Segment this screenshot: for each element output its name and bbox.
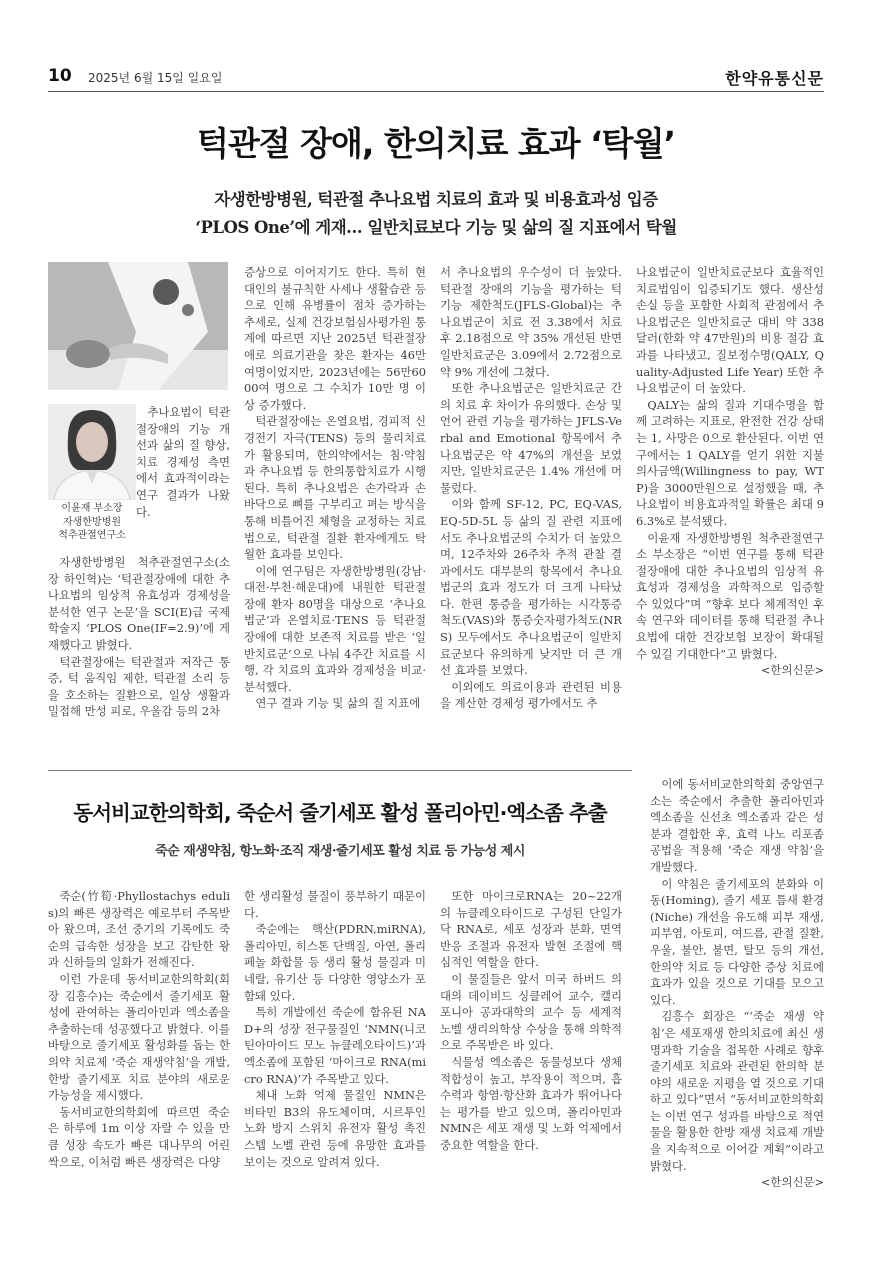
article2-column4 (650, 776, 824, 1204)
portrait-caption (48, 502, 136, 543)
page-header (48, 62, 824, 92)
paragraph: 이에 연구팀은 자생한방병원(강남·대전·부천·해운대)에 내원한 턱관절장애 환자 80명을 대상으로 ‘추나요법군’과 온열치료·TENS 등 턱관절 장애에 대한 보존적 치료를 받은 ‘일반치료군’으로 나눠 4주간 치료를 시행, 각 치료의 효과와 경제성을 비교·분석했다. (244, 563, 426, 694)
article1-column1-top (136, 404, 230, 554)
article1-column1-bottom (48, 554, 230, 750)
article1-credit: <한의신문> (760, 663, 824, 678)
article2-column2 (244, 888, 426, 1204)
article1-column4 (636, 264, 824, 750)
article-divider (48, 770, 632, 771)
paragraph: 증상으로 이어지기도 한다. 특히 현대인의 불규칙한 사세나 생활습관 등으로 인해 유병률이 점차 증가하는 추세로, 실제 건강보험심사평가원 통계에 따르면 지난 2025년 턱관절장애로 의료기관을 찾은 환자는 46만 여명이었지만, 2023년에는 56만6000여 명으로 그 수치가 10만 명 이상 증가했다. (244, 265, 426, 412)
article2-credit: <한의신문> (760, 1175, 824, 1190)
paragraph: 이 물질들은 앞서 미국 하버드 의대의 데이비드 싱클레어 교수, 캘리포니아 공과대학의 교수 등 세계적 노벨 생리의학상 수상을 통해 의학적으로 주목받은 바 있다. (440, 971, 622, 1053)
article1-column2 (244, 264, 426, 750)
paragraph: 김흥수 회장은 “‘죽순 재생 약침’은 세포재생 한의치료에 최신 생명과학 기술을 접목한 사례로 향후 줄기세포 치료와 관련된 한의학 분야의 새로운 지평을 열 것으로 기대하고 있다”면서 “동서비교한의학회는 이번 연구 성과를 바탕으로 적연물을 활용한 한방 재생 치료제 개발을 지속적으로 이어갈 계획”이라고 밝혔다. (650, 1009, 824, 1173)
paragraph: 나요법군이 일반치료군보다 효율적인 치료법임이 입증되기도 했다. 생산성 손실 등을 포함한 사회적 관점에서 추나요법군은 일반치료군 대비 약 338달러(한화 약 47만원)의 비용 절감 효과를 나타냈고, 질보정수명(QALY, Quality-Adjusted Life Year) 또한 추나요법군이 더 높았다. (636, 265, 824, 396)
page-number: 10 (48, 66, 72, 86)
treatment-photo (48, 262, 228, 390)
paragraph: 식물성 엑소좀은 동물성보다 생체적합성이 높고, 부작용이 적으며, 흡수력과 항염·항산화 효과가 뛰어나다는 평가를 받고 있으며, 폴리아민과 NMN은 세포 재생 및 노화 억제에서 중요한 역할을 한다. (440, 1054, 622, 1152)
paragraph: 이외에도 의료이용과 관련된 비용을 계산한 경제성 평가에서도 추 (440, 679, 622, 711)
paragraph: 이윤재 자생한방병원 척추관절연구소 부소장은 “이번 연구를 통해 턱관절장애에 대한 추나요법의 임상적 유효성과 경제성을 과학적으로 입증할 수 있었다”며 “향후 보다 체계적인 후속 연구와 데이터를 통해 턱관절 추나요법에 대한 건강보험 보장이 확대될 수 있길 기대한다”고 밝혔다. (636, 530, 824, 661)
article2-subtitle: 죽순 재생약침, 항노화·조직 재생·줄기세포 활성 치료 등 가능성 제시 (155, 844, 525, 859)
caption-name: 이윤재 부소장 (61, 503, 123, 514)
paragraph: 죽순(竹筍·Phyllostachys edulis)의 빠른 생장력은 예로부터 주목받아 왔으며, 조선 중기의 기록에도 죽순의 급속한 성장을 보고 감탄한 왕과 신하들의 일화가 전해진다. (48, 889, 230, 970)
caption-hospital: 자생한방병원 (63, 516, 121, 528)
article1-column3 (440, 264, 622, 750)
paragraph: 턱관절장애는 온열요법, 경피적 신경전기 자극(TENS) 등의 물리치료가 활용되며, 한의약에서는 침·약침과 추나요법 등 한의통합치료가 시행된다. 특히 추나요법은 손가락과 손바닥으로 뼈를 구부리고 펴는 방식을 통해 비틀어진 체형을 교정하는 치료법으로, 턱관절 질환 환자에게도 탁월한 효과를 보인다. (244, 414, 426, 562)
paragraph: 이에 동서비교한의학회 중앙연구소는 죽순에서 추출한 폴리아민과 엑소좀을 신선초 엑소좀과 같은 성분과 결합한 후, 효력 나노 리포좀 공법을 적용해 ‘죽순 재생 약침’을 개발했다. (650, 777, 824, 874)
article1-subtitle-line2: ‘PLOS One’에 게재… 일반치료보다 기능 및 삶의 질 지표에서 탁월 (195, 218, 677, 237)
researcher-portrait (48, 404, 136, 500)
chuna-treatment-image (48, 262, 228, 390)
paragraph: 서 추나요법의 우수성이 더 높았다. 턱관절 장애의 기능을 평가하는 턱 기능 제한척도(JFLS-Global)는 추나요법군이 치료 전 3.38에서 치료 후 2.18점으로 약 35% 개선된 반면 일반치료군은 3.09에서 2.72점으로 약 9% 개선에 그쳤다. (440, 265, 622, 379)
paragraph: 특히 개발에선 죽순에 함유된 NAD+의 성장 전구물질인 ‘NMN(니코틴아마이드 모노 뉴클레오타이드)’과 엑소좀에 포함된 ‘마이크로 RNA(micro RNA)’가 주목받고 있다. (244, 1005, 426, 1086)
paragraph: 동서비교한의학회에 따르면 죽순은 하루에 1m 이상 자랄 수 있을 만큼 성장 속도가 빠른 대나무의 어린 싹으로, 이처럼 빠른 생장력은 다양 (48, 1104, 230, 1169)
paragraph: 이와 함께 SF-12, PC, EQ-VAS, EQ-5D-5L 등 삶의 질 관련 지표에서도 추나요법군의 수치가 더 높았으며, 12주차와 26주차 추적 관찰 결과에서도 대부분의 항목에서 추나요법군의 효과 정도가 더 크게 나타났다. 한편 통증을 평가하는 시각통증척도(VAS)와 통증숫자평가척도(NRS) 모두에서도 추나요법군이 일반치료군보다 유의하게 낮지만 더 큰 개선 효과를 보였다. (440, 497, 622, 678)
paragraph: 이 약침은 줄기세포의 분화와 이동(Homing), 줄기 세포 틈새 환경(Niche) 개선을 유도해 피부 재생, 피부염, 아토피, 여드름, 관절 질환, 우울, 불안, 불면, 탈모 등의 개선, 한의약 치료 등 다양한 증상 치료에 효과가 있을 것으로 기대를 모으고 있다. (650, 876, 824, 1007)
portrait-image (48, 404, 136, 500)
paragraph: 추나요법이 턱관절장애의 기능 개선과 삶의 질 향상, 치료 경제성 측면에서 효과적이라는 연구 결과가 나왔다. (136, 405, 230, 519)
paragraph: 또한 마이크로RNA는 20~22개의 뉴클레오타이드로 구성된 단일가닥 RNA로, 세포 성장과 분화, 면역 반응 조절과 유전자 발현 조절에 핵심적인 역할을 한다. (440, 889, 622, 970)
article2-title: 동서비교한의학회, 죽순서 줄기세포 활성 폴리아민·엑소좀 추출 (73, 801, 607, 825)
issue-date: 2025년 6월 15일 일요일 (88, 71, 223, 85)
paragraph: 체내 노화 억제 물질인 NMN은 비타민 B3의 유도체이며, 시르투인 노화 방지 스위치 유전자 활성 촉진 스텝 노벨 관련 등에 유망한 효과를 보이는 것으로 알려져 있다. (244, 1088, 426, 1169)
paragraph: 자생한방병원 척추관절연구소(소장 하인혁)는 ‘턱관절장애에 대한 추나요법의 임상적 유효성과 경제성을 분석한 연구 논문’을 SCI(E)급 국제학술지 ‘PLOS One(IF=2.9)’에 게재했다고 밝혔다. (48, 555, 230, 652)
newspaper-masthead: 한약유통신문 (725, 69, 824, 88)
paragraph: 이런 가운데 동서비교한의학회(회장 김흥수)는 죽순에서 줄기세포 활성에 관여하는 폴리아민과 엑소좀을 추출하는데 성공했다고 밝혔다. 이를 바탕으로 줄기세포 활성화를 돕는 한의약 치료제 ‘죽순 재생약침’을 개발, 한방 줄기세포 치료 분야의 새로운 가능성을 제시했다. (48, 971, 230, 1103)
article2-column3 (440, 888, 622, 1204)
caption-institute: 척추관절연구소 (58, 530, 126, 541)
article1-subtitle-line1: 자생한방병원, 턱관절 추나요법 치료의 효과 및 비용효과성 입증 (214, 190, 658, 209)
paragraph: 연구 결과 기능 및 삶의 질 지표에 (255, 696, 421, 711)
paragraph: 죽순에는 핵산(PDRN,miRNA), 폴리아민, 히스톤 단백질, 아연, 폴리페놀 화합물 등 생리 활성 물질과 미네랄, 유기산 등 다양한 영양소가 포함돼 있다. (244, 922, 426, 1003)
paragraph: QALY는 삶의 질과 기대수명을 함께 고려하는 지표로, 완전한 건강 상태는 1, 사망은 0으로 환산된다. 이번 연구에서는 1 QALY를 얻기 위한 지불의사금액(Willingness to pay, WTP)을 3000만원으로 설정했을 때, 추나요법이 비용효과적일 확률은 최대 96.3%로 분석됐다. (636, 397, 824, 528)
paragraph: 한 생리활성 물질이 풍부하기 때문이다. (244, 889, 426, 920)
paragraph: 턱관절장애는 턱관절과 저작근 통증, 턱 움직임 제한, 턱관절 소리 등을 호소하는 질환으로, 일상 생활과 밀접해 만성 피로, 우울감 등의 2차 (48, 654, 230, 719)
article2-column1 (48, 888, 230, 1204)
paragraph: 또한 추나요법군은 일반치료군 간의 치료 후 차이가 유의했다. 손상 및 언어 관련 기능을 평가하는 JFLS-Verbal and Emotional 항목에서 추나요법군은 약 47%의 개선을 보였지만, 일반치료군은 1.4% 개선에 머물렀다. (440, 381, 622, 495)
article1-title: 턱관절 장애, 한의치료 효과 ‘탁월’ (197, 124, 675, 163)
